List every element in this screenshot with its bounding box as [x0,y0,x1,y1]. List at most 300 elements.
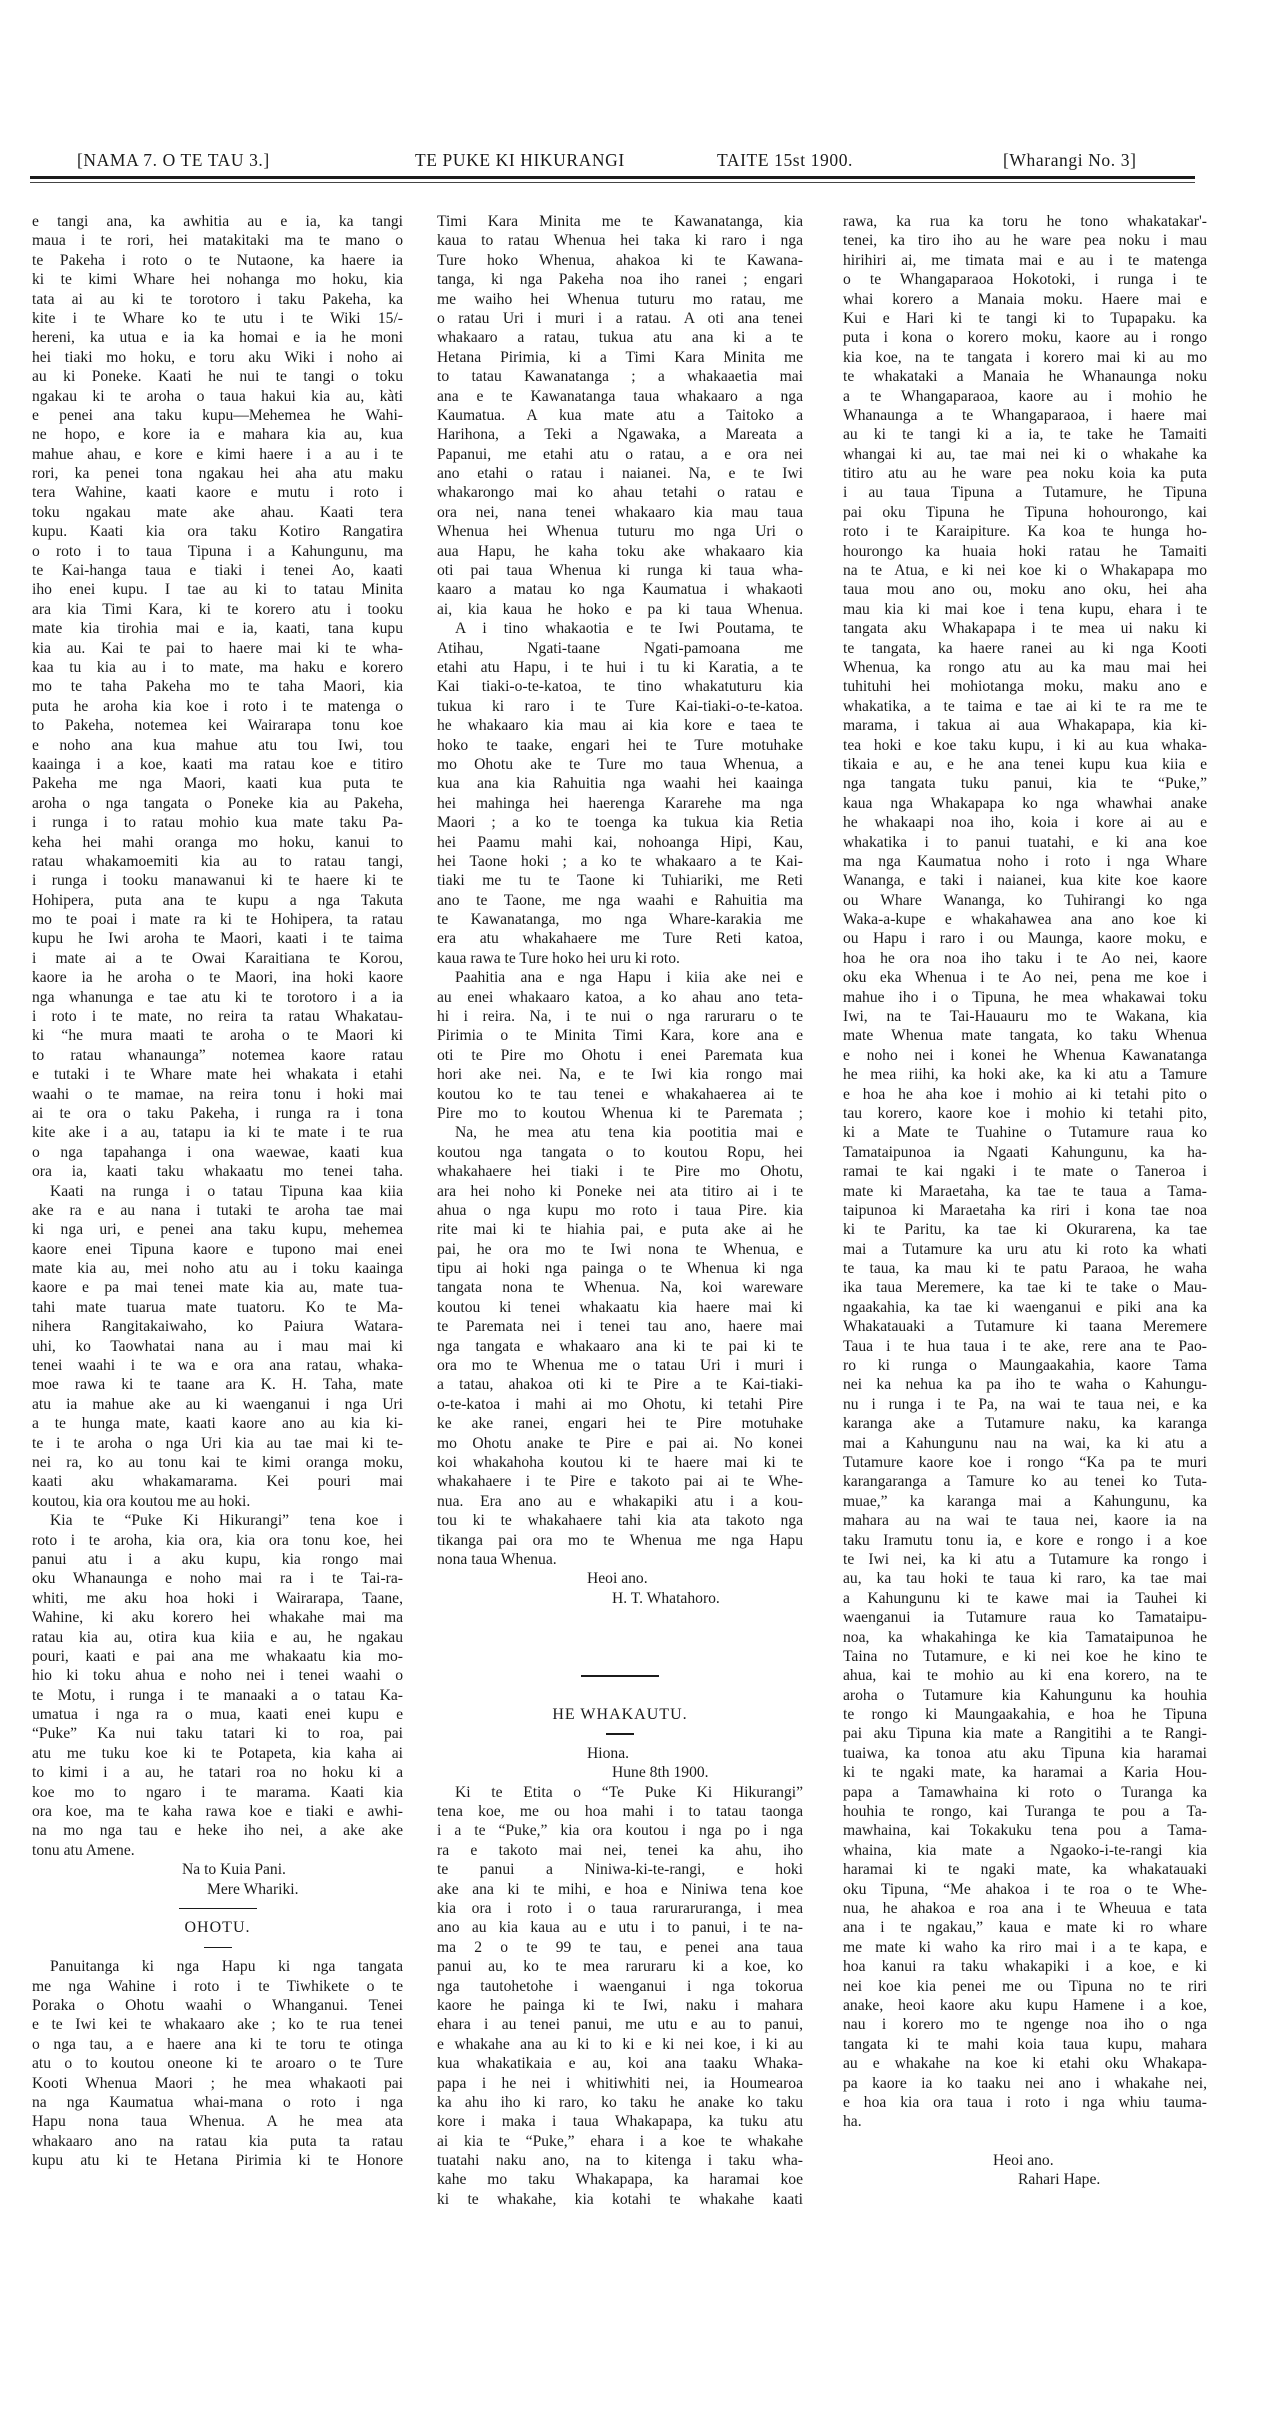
text-line: tuaiwa, ka tonoa atu aku Tipuna kia haramai [843,1744,1207,1762]
signature-line: Heoi ano. [587,1570,648,1588]
text-line: whakahaere hei tiaki i te Pire mo Ohotu, [437,1163,803,1181]
text-line: e noho ana kua mahue atu tou Iwi, tou [32,736,403,754]
text-line: i mate ai a te Owai Karaitiana te Korou, [32,949,403,967]
text-line: Whenua, ka rongo atu au ka mau mai hei [843,658,1207,676]
text-line: au, ka tau hoki te taua ki raro, ka tae mai [843,1570,1207,1588]
text-line: kia koe, na te tangata i korero mai ki au mo [843,348,1207,366]
text-line: houhia te rongo, kai Turanga te pou a Ta- [843,1803,1207,1821]
text-line: muae,” ka karanga mai a Kahungunu, ka [843,1492,1207,1510]
divider-rule [437,1666,803,1685]
text-line: Kui e Hari ki te tangi ki to Tupapaku. ka [843,309,1207,327]
text-line: a tatau, ahakoa oti ki te Pire a te Kai-tiaki- [437,1376,803,1394]
text-line: ma nga Kaumatua noho i roto i nga Whare [843,852,1207,870]
signature-line: Na to Kuia Pani. [182,1861,286,1879]
text-line: o nga tau, a e haere ana ki te toru te otinga [32,2035,403,2053]
paragraph-first-line: Ki te Etita o “Te Puke Ki Hikurangi” [455,1783,803,1801]
text-line: ake ana ki te mihi, e hoa e Niniwa tena koe [437,1880,803,1898]
text-line: ngakau ki te aroha o taua hakui kia au, kàti [32,387,403,405]
text-line: waenganui ia Tutamure raua ko Tamataipu- [843,1609,1207,1627]
text-line: to ratau whanaunga” notemea kaore ratau [32,1046,403,1064]
text-line: te taua, ka mau ki te patu Paraoa, he waha [843,1260,1207,1278]
text-line: tikanga pai ora mo te Whenua me nga Hapu [437,1531,803,1549]
divider-rule [32,1899,403,1918]
text-line: tera Wahine, kaati kaore e mutu i roto i [32,484,403,502]
text-line: hei tiaki mo hoku, e toru aku Wiki i noho ai [32,348,403,366]
signature-line: Rahari Hape. [1018,2171,1101,2189]
text-line: Tamataipunoa ia Ngaati Kahungunu, ka ha- [843,1143,1207,1161]
text-line: uhi, ko Taowhatai nana au i mau mai ki [32,1337,403,1355]
text-line: kaua nga Whakapapa ko nga whawhai anake [843,794,1207,812]
text-line: ai te ora o taku Pakeha, i runga ra i tona [32,1104,403,1122]
paragraph-first-line: Na, he mea atu tena kia pootitia mai e [455,1124,803,1142]
text-line: mate kia au, mei noho atu au i toku kaainga [32,1260,403,1278]
text-line: mawhaina, kai Tokakuku tena pou a Tama- [843,1822,1207,1840]
text-line: to kimi i a au, he tatari roa no hoku ki a [32,1764,403,1782]
text-line: atu ia mahue ake au ki waenganui i nga Uri [32,1395,403,1413]
text-line: to tatau Kawanatanga ; a whakaaetia mai [437,368,803,386]
text-line: ahua, kai te mohio au ki ena korero, na te [843,1667,1207,1685]
text-line: ora mo te Whenua me o tatau Uri i muri i [437,1357,803,1375]
column-1 [32,212,403,2170]
text-line: nga tautohetohe i waenganui i nga tokorua [437,1977,803,1995]
text-line: koutou nga tangata o to koutou Ropu, hei [437,1143,803,1161]
text-line: tangata aku Whakapapa i te mea ui naku ki [843,620,1207,638]
text-line: tangata nona te Whenua. Na, koi wareware [437,1279,803,1297]
text-line: ratau kia au, otira kua kiia e au, he ngakau [32,1628,403,1646]
text-line: waahi o te mamae, na reira tonu i hoki mai [32,1085,403,1103]
paragraph-first-line: Panuitanga ki nga Hapu ki nga tangata [50,1958,403,1976]
text-line: puta i kona o korero moku, kaore au i rongo [843,329,1207,347]
text-line: mahue iho i o Tipuna, he mea whakawai toku [843,988,1207,1006]
text-line: Kai tiaki-o-te-katoa, te tino whakatuturu kia [437,678,803,696]
text-line: kaainga i a koe, kaati ma ratau koe e titiro [32,755,403,773]
signature-line: H. T. Whatahoro. [612,1589,720,1607]
text-line: ara hei noho ki Poneke nei ata titiro ai i te [437,1182,803,1200]
text-line: taipunoa ki Maraetaha ka riri i kona tae noa [843,1201,1207,1219]
text-line: tenei, ka tiro iho au he ware pea noku i mau [843,232,1207,250]
text-line: Timi Kara Minita me te Kawanatanga, kia [437,213,803,230]
text-line: Taua i te hua taua i te ake, rere ana te Pao- [843,1337,1207,1355]
text-line: karanga ake a Tutamure naku, ka karanga [843,1415,1207,1433]
text-line: Hohipera, puta ana te kupu a nga Takuta [32,891,403,909]
text-line: tangata ki te mahi koia taua kupu, mahara [843,2035,1207,2053]
text-line: nihera Rangitakaiwaho, ko Paiura Watara- [32,1318,403,1336]
text-line: oti te Pire mo Ohotu i enei Paremata kua [437,1046,803,1064]
paragraph-last-line: ha. [843,2113,862,2131]
text-line: marama, i takua ai aua Whakapapa, kia ki- [843,717,1207,735]
text-line: kite i te Whare ko te utu i te Wiki 15/- [32,309,403,327]
text-line: ki te ngaki mate, ka haramai a Karia Hou- [843,1764,1207,1782]
masthead-title: TE PUKE KI HIKURANGI [415,150,625,170]
text-line: era atu whakahaere me Ture Reti katoa, [437,930,803,948]
text-line: ara kia Timi Kara, ki te korero atu i tooku [32,600,403,618]
text-line: ana e te Kawanatanga taua whakaaro a nga [437,387,803,405]
text-line: he whakaaro kia mau ai kia kore e taea te [437,717,803,735]
text-line: kaore e pa mai tenei mate kia au, mate tua- [32,1279,403,1297]
text-line: au ki Poneke. Kaati he nui te tangi o toku [32,368,403,386]
text-line: ro ki runga o Maungaakahia, kaore Tama [843,1357,1207,1375]
text-line: taua mou ano ou, moku ano oku, hei aha [843,581,1207,599]
text-line: etahi atu Hapu, i te hui i tu ki Karatia, a te [437,658,803,676]
text-line: ana i te ngakau,” kaua e mate ki ro whare [843,1919,1207,1937]
text-line: tipu ai hoki nga painga o te Whenua ki nga [437,1260,803,1278]
text-line: e tangi ana, ka awhitia au e ia, ka tangi [32,213,403,230]
text-line: oku Whanaunga e noho mai ra i te Tai-ra- [32,1570,403,1588]
text-line: maua i te rori, hei matakitaki ma te mano o [32,232,403,250]
text-line: mau kia ki mai koe i tena kupu, ehara i te [843,600,1207,618]
text-line: tuatahi naku ano, na to kitenga i taku wha- [437,2152,803,2170]
text-line: anake, heoi kaore aku kupu Hamene i a koe, [843,1996,1207,2014]
text-line: moe rawa ki te taane ara K. H. Taha, mate [32,1376,403,1394]
text-line: Wananga, e taki i naianei, kua kite koe kaore [843,872,1207,890]
spacer [437,1608,803,1627]
text-line: e penei ana taku kupu—Mehemea he Wahi- [32,406,403,424]
text-line: o roto i to taua Tipuna i a Kahungunu, ma [32,542,403,560]
text-line: oku eka Whenua i te Ao nei, pena me koe i [843,969,1207,987]
text-line: kite ake i a au, tatapu ia ki te mate i te rua [32,1124,403,1142]
text-line: rawa, ka rua ka toru he tono whakatakar'- [843,213,1207,230]
text-line: Waka-a-kupe e whakahawea ana ano koe ki [843,911,1207,929]
text-line: toku ngakau mate ake ahau. Kaati tera [32,503,403,521]
divider-rule [437,1724,803,1743]
text-line: puta he aroha kia koe i roto i te matenga o [32,697,403,715]
text-line: mo Ohotu ake te Ture mo taua Whenua, a [437,755,803,773]
text-line: panui au, ko te mea raruraru ki a koe, ko [437,1958,803,1976]
text-line: roto i te Karaipiture. Ka koa te hunga ho- [843,523,1207,541]
text-line: Whenua hei Whenua tuturu mo nga Uri o [437,523,803,541]
text-line: ki te whakahe, kia kotahi te whakahe kaati [437,2190,803,2208]
text-line: hirihiri ai, me timata mai e au i te matenga [843,251,1207,269]
text-line: kaore ia he aroha o te Maori, ina hoki kaore [32,969,403,987]
text-line: to Pakeha, notemea kei Wairarapa tonu koe [32,717,403,735]
text-line: mai a Tutamure ka uru atu ki roto ka whati [843,1240,1207,1258]
text-line: mahue ahau, e kore e kimi haere i a au i te [32,445,403,463]
paragraph-last-line: koutou, kia ora koutou me au hoki. [32,1492,251,1510]
text-line: tiaki me tu te Taone ki Tuhiariki, me Reti [437,872,803,890]
signature-line: Heoi ano. [993,2152,1054,2170]
text-line: i au taua Tipuna a Tutamure, he Tipuna [843,484,1207,502]
text-line: kupu he Iwi aroha te Maori, kaati i te taima [32,930,403,948]
text-line: e te Iwi kei te whakaaro ake ; ko te rua tenei [32,2016,403,2034]
text-line: roto i te aroha, kia ora, kia ora tonu koe, hei [32,1531,403,1549]
paragraph-last-line: nona taua Whenua. [437,1550,557,1568]
text-line: te Kawanatanga, mo nga Whare-karakia me [437,911,803,929]
text-line: Pirimia o te Minita Timi Kara, kore ana e [437,1027,803,1045]
text-line: koutou ko te tau tenei e whakahaerea ai te [437,1085,803,1103]
text-line: tuhituhi hei mohiotanga moku, maku ano e [843,678,1207,696]
text-line: nga tangata tuku panui, kia te “Puke,” [843,775,1207,793]
text-line: Pire mo to koutou Whenua ki te Paremata ; [437,1104,803,1122]
section-heading: HE WHAKAUTU. [552,1706,688,1724]
text-line: te Pakeha i roto o te Nutaone, ka haere ia [32,251,403,269]
text-line: kua ana kia Rahuitia nga waahi hei kaainga [437,775,803,793]
text-line: whiti, me aku hoa hoki i Wairarapa, Taane, [32,1589,403,1607]
text-line: au e whakahe na koe ki etahi oku Whakapa- [843,2055,1207,2073]
text-line: aroha o nga tangata o Poneke kia au Pakeha, [32,794,403,812]
text-line: nga tangata e whakaaro ana ki te pai ki te [437,1337,803,1355]
text-line: nau i korero mo te ngenge noa iho o nga [843,2016,1207,2034]
text-line: hourongo ka huaia hoki ratau he Tamaiti [843,542,1207,560]
paragraph-first-line: A i tino whakaotia e te Iwi Poutama, te [455,620,803,638]
text-line: nua. Era ano au e whakapiki atu i a kou- [437,1492,803,1510]
text-line: me mate ki waho ka riro mai i a te kapa, e [843,1938,1207,1956]
text-line: mo te poai i mate ra ki te Hohipera, ta ratau [32,911,403,929]
text-line: umatua i nga ra o mua, kaati enei kupu e [32,1706,403,1724]
text-line: nei ra, ko au tonu kai te kimi oranga moku, [32,1454,403,1471]
text-line: Taina no Tutamure, e ki nei koe he kino te [843,1647,1207,1665]
text-line: ora ia, kaati taku whakaatu mo tenei taha. [32,1163,403,1181]
column-2 [437,212,803,2209]
text-line: te i te aroha o nga Uri kia au tae mai ki te- [32,1434,403,1452]
text-line: tenei waahi i te wa e ora ana ratau, whaka- [32,1357,403,1375]
text-line: rori, ka penei tona ngakau hei aha atu maku [32,465,403,483]
text-line: ake ra e au nana i tutaki te aroha tae mai [32,1201,403,1219]
text-line: Wahine, ki aku korero hei whakahe mai ma [32,1609,403,1627]
text-line: Hetana Pirimia, ki a Timi Kara Minita me [437,348,803,366]
text-line: ano au kia kaua au e utu i to panui, i te na- [437,1919,803,1937]
text-line: panui atu i a aku kupu, kia rongo mai [32,1550,403,1568]
text-line: ra e takoto mai nei, tenei ka ahu, iho [437,1841,803,1859]
text-line: te rongo ki Maungaakahia, e hoa he Tipuna [843,1706,1207,1724]
text-line: mate Whenua mate tangata, ko taku Whenua [843,1027,1207,1045]
signature-line: Hiona. [587,1744,630,1762]
text-line: hori ake nei. Na, e te Iwi kia rongo mai [437,1066,803,1084]
text-line: o te Whangaparaoa Hokotoki, i runga i te [843,271,1207,289]
text-line: te Paremata nei i tenei tau ano, haere mai [437,1318,803,1336]
text-line: mo te taha Pakeha mo te taha Maori, kia [32,678,403,696]
text-line: titiro atu au he ware pea noku koia ka puta [843,465,1207,483]
text-line: ne hopo, e kore ia e mahara kia au, kua [32,426,403,444]
text-line: ramai te kai ngaki i te mate o Taneroa i [843,1163,1207,1181]
text-line: au ki te tangi ki a ia, te take he Tamaiti [843,426,1207,444]
text-line: me nga Wahine i roto i te Tiwhikete o te [32,1977,403,1995]
text-line: whai korero a Manaia moku. Haere mai e [843,290,1207,308]
text-line: me waiho hei Whenua tuturu mo ratau, me [437,290,803,308]
section-heading: OHOTU. [184,1919,251,1937]
text-line: Whanaunga a te Whangaparaoa, i haere mai [843,406,1207,424]
text-line: whakahaere i te Pire e takoto pai ai te Whe- [437,1473,803,1491]
text-line: he mea riihi, ka hoki ake, ka ki atu a Tamure [843,1066,1207,1084]
text-line: Hapu nona taua Whenua. A he mea ata [32,2113,403,2131]
masthead-date: TAITE 15st 1900. [717,150,854,170]
text-line: kahe mo taku Whakapapa, ka haramai koe [437,2171,803,2189]
text-line: Ture hoko Whenua, ahakoa ki te Kawana- [437,251,803,269]
text-line: pouri, kaati e pai ana me whakaatu kia mo- [32,1647,403,1665]
text-line: aroha o Tutamure kia Kahungunu ka houhia [843,1686,1207,1704]
text-line: Atihau, Ngati-taane Ngati-pamoana me [437,639,803,657]
text-line: au enei whakaaro katoa, a ko ahau ano teta- [437,988,803,1006]
text-line: atu o to koutou oneone ki te aroaro o te Ture [32,2055,403,2073]
text-line: “Puke” Ka nui taku tatari ki to roa, pai [32,1725,403,1743]
text-line: ora nei, nana tenei whakaaro kia mau taua [437,503,803,521]
text-line: Kooti Whenua Maori ; he mea whakaoti pai [32,2074,403,2092]
text-line: kia au. Kai te pai to haere mai ki te wha- [32,639,403,657]
text-line: kore i maka i taua Whakapapa, ka tuku atu [437,2113,803,2131]
text-line: nu i runga i te Pa, na wai te taua nei, e ka [843,1395,1207,1413]
text-line: rite mai ki te hiahia pai, e puta ake ai he [437,1221,803,1239]
text-line: Kaumatua. A kua mate atu a Taitoko a [437,406,803,424]
text-line: hei mahinga hei haerenga Kararehe ma nga [437,794,803,812]
text-line: koe mo to ngaro i te marama. Kaati kia [32,1783,403,1801]
text-line: pai oku Tipuna he Tipuna hohourongo, kai [843,503,1207,521]
spacer [437,1686,803,1705]
text-line: koi whakahoha koutou ki te haere mai ki te [437,1454,803,1471]
text-line: na mo nga tau e heke iho nei, a ake ake [32,1822,403,1840]
text-line: te Iwi nei, ka ki atu a Tutamure ka rongo i [843,1550,1207,1568]
text-line: hio ki toku ahua e noho nei i tenei waahi o [32,1667,403,1685]
text-line: te tangata, ka haere ranei au ki nga Kooti [843,639,1207,657]
text-line: pai aku Tipuna kia mate a Rangitihi a te Rangi- [843,1725,1207,1743]
text-line: mate kia tirohia mai e ia, kaati, tana kupu [32,620,403,638]
text-line: te Motu, i runga i te manaaki a o tatau Ka- [32,1686,403,1704]
text-line: nga whanunga e tae atu ki te torotoro i a ia [32,988,403,1006]
text-line: Maori ; a ko te toenga ka tukua kia Retia [437,814,803,832]
text-line: papa i he nei i whitiwhiti nei, ia Houmearoa [437,2074,803,2092]
text-line: i runga i to ratau mohio kua mate taku Pa- [32,814,403,832]
paragraph-first-line: Paahitia ana e nga Hapu i kiia ake nei e [455,969,803,987]
text-line: ehara i au tenei panui, me utu e au to panui, [437,2016,803,2034]
text-line: kua whakatikaia e au, koi ana taaku Whaka- [437,2055,803,2073]
masthead-rule-thick [30,176,1195,179]
paragraph-first-line: Kia te “Puke Ki Hikurangi” tena koe i [50,1512,403,1530]
text-line: ai, kia kaua he hoko e pa ki taua Whenua. [437,600,803,618]
text-line: Papanui, me etahi atu o ratau, a e ora nei [437,445,803,463]
text-line: noa, ka whakahinga ke kia Tamataipunoa he [843,1628,1207,1646]
text-line: i a te “Puke,” kia ora koutou i nga po i nga [437,1822,803,1840]
text-line: hi i reira. Na, i te nui o nga raruraru o te [437,1008,803,1026]
text-line: koutou ki tenei whakaatu kia haere mai ki [437,1298,803,1316]
text-line: na nga Kaumatua whai-mana o roto i nga [32,2093,403,2111]
signature-line: Hune 8th 1900. [612,1764,709,1782]
text-line: hei Paamu mahi kai, nohoanga Hipi, Kau, [437,833,803,851]
text-line: whakarongo mai ko ahau tetahi o ratau e [437,484,803,502]
text-line: haramai ki te ngaki mate, ka whakatauaki [843,1861,1207,1879]
text-line: pai, he ora mo te Iwi nona te Whenua, e [437,1240,803,1258]
text-line: whakaaro a ratau, tukua atu ana ki a te [437,329,803,347]
text-line: ka ahu iho ki raro, ko taku he anake ko taku [437,2093,803,2111]
text-line: whakaaro ano na ratau kia puta ta ratau [32,2132,403,2150]
text-line: tou ki te whakahaere tahi kia ata takoto nga [437,1512,803,1530]
text-line: e hoa kia ora taua i roto i nga whiu tauma- [843,2093,1207,2111]
text-line: a Kahungunu ki te kawe mai ia Tauhei ki [843,1589,1207,1607]
text-line: whakatika, a te taima e tae ai ki te ra me te [843,697,1207,715]
text-line: e whakahe ana au ki to ki e ki nei koe, i ki au [437,2035,803,2053]
text-line: Tutamure kaore koe i rongo “Ka pa te muri [843,1454,1207,1471]
text-line: kaati aku whakamarama. Kei pouri mai [32,1473,403,1491]
text-line: Pakeha me nga Maori, kaati kua puta te [32,775,403,793]
text-line: ratau whakamoemiti kia au to ratau tangi, [32,852,403,870]
text-line: kupu atu ki te Hetana Pirimia ki te Honore [32,2152,403,2170]
text-line: o ratau Uri i muri i a ratau. A oti ana tenei [437,309,803,327]
text-line: te whakataki a Manaia he Whanaunga noku [843,368,1207,386]
text-line: aua Hapu, he kaha toku ake whakaaro kia [437,542,803,560]
text-line: o nga tapahanga i ona waewae, kaati kua [32,1143,403,1161]
text-line: nei ka nehua ka pa iho te waha o Kahungu- [843,1376,1207,1394]
text-line: ika taua Meremere, ka tae ki te take o Mau- [843,1279,1207,1297]
text-line: taku Iramutu tonu ia, e kore e rongo i a koe [843,1531,1207,1549]
text-line: tahi mate tuarua mate tuatoru. Ko te Ma- [32,1298,403,1316]
text-line: hoa kanui ra taku whakapiki i a koe, e ki [843,1958,1207,1976]
paragraph-last-line: tonu atu Amene. [32,1841,135,1859]
text-line: e noho nei i konei he Whenua Kawanatanga [843,1046,1207,1064]
text-line: ano etahi o ratau i naianei. Na, e te Iwi [437,465,803,483]
text-line: kaaro a matau ko nga Kaumatua i whakaoti [437,581,803,599]
divider-rule [32,1938,403,1957]
text-line: atu me tuku koe ki te Potapeta, kia kaha ai [32,1744,403,1762]
spacer [437,1628,803,1647]
text-line: te Kai-hanga taua e tiaki i tenei Ao, kaati [32,562,403,580]
text-line: Iwi, na te Tai-Hauauru mo te Wakana, kia [843,1008,1207,1026]
text-line: Harihona, a Teki a Ngawaka, a Mareata a [437,426,803,444]
text-line: nei koe kia penei me ou Tipuna no te riri [843,1977,1207,1995]
text-line: tikaia e au, e he ana tenei kupu kua kiia e [843,755,1207,773]
text-line: ou Whare Wananga, ko Tuhirangi ko nga [843,891,1207,909]
text-line: ou Hapu i raro i ou Maunga, kaore moku, e [843,930,1207,948]
text-line: ki a Mate te Tuahine o Tutamure raua ko [843,1124,1207,1142]
paragraph-first-line: Kaati na runga i o tatau Tipuna kaa kiia [50,1182,403,1200]
text-line: whangai ki au, tae mai nei ki o whakahe ka [843,445,1207,463]
text-line: tanga, ki nga Pakeha noa iho ranei ; engari [437,271,803,289]
text-line: whakatika i to panui tuatahi, e ki ana koe [843,833,1207,851]
masthead-issue: [NAMA 7. O TE TAU 3.] [77,150,270,170]
text-line: tau korero, kaore koe i mohio ki tetahi pito, [843,1104,1207,1122]
text-line: whaina, kia mate a Ngaoko-i-te-rangi kia [843,1841,1207,1859]
text-line: a te hunga mate, kaati kaore ano au kia ki- [32,1415,403,1433]
text-line: kupu. Kaati kia ora taku Kotiro Rangatira [32,523,403,541]
signature-line: Mere Whariki. [207,1880,299,1898]
text-line: ki “he mura maati te aroha o te Maori ki [32,1027,403,1045]
text-line: hoko te taake, engari hei te Ture motuhake [437,736,803,754]
text-line: hoa he ora noa iho taku i te Ao nei, kaore [843,949,1207,967]
paragraph-last-line: kaua rawa te Ture hoko hei uru ki roto. [437,949,680,967]
text-line: oti pai taua Whenua ki runga ki taua wha- [437,562,803,580]
text-line: Poraka o Ohotu waahi o Whanganui. Tenei [32,1996,403,2014]
text-line: mo Ohotu anake te Pire e pai ai. No konei [437,1434,803,1452]
text-line: ki nga uri, e penei ana taku kupu, mehemea [32,1221,403,1239]
text-line: ai kia te “Puke,” ehara i a koe te whakahe [437,2132,803,2150]
text-line: ahua o nga kupu mo roto i taua Pire. kia [437,1201,803,1219]
text-line: ki te kimi Whare hei nohanga mo hoku, kia [32,271,403,289]
text-line: tena koe, me ou hoa mahi i to tatau taonga [437,1803,803,1821]
text-line: tea hoki e koe taku kupu, i ki au kua whaka- [843,736,1207,754]
text-line: karangaranga a Tamure ko au tenei ko Tuta- [843,1473,1207,1491]
text-line: kaua to ratau Whenua hei taka ki raro i nga [437,232,803,250]
text-line: nua, he ahakoa e roa ana i te Wheuua e tata [843,1899,1207,1917]
text-line: mai a Kahungunu nau na wai, ka ki atu a [843,1434,1207,1452]
text-line: oku Tipuna, “Me ahakoa i te roa o te Whe- [843,1880,1207,1898]
masthead-page-number: [Wharangi No. 3] [1003,150,1137,170]
spacer [843,2132,1207,2151]
text-line: hei Taone hoki ; a ko te whakaaro a te Kai- [437,852,803,870]
text-line: ngaakahia, ka tae ki waenganui e piki ana ka [843,1298,1207,1316]
text-line: kaa tu kia au i to mate, ma haku e korero [32,658,403,676]
text-line: ano te Taone, me nga waahi e Rahuitia ma [437,891,803,909]
text-line: i roto i te mate, no reira ta ratau Whakatau- [32,1008,403,1026]
text-line: Whakatauaki a Tutamure ki taana Meremere [843,1318,1207,1336]
text-line: te panui a Niniwa-ki-te-rangi, e hoki [437,1861,803,1879]
column-3 [843,212,1207,2190]
text-line: keha hei mahi oranga mo hoku, kanui to [32,833,403,851]
text-line: iho enei kupu. I tae au ki to tatau Minita [32,581,403,599]
spacer [437,1647,803,1666]
text-line: na te Atua, e ki nei koe ki o Whakapapa mo [843,562,1207,580]
text-line: e tutaki i te Whare mate hei whakata i etahi [32,1066,403,1084]
text-line: e hoa he aha koe i mohio ai ki tetahi pito o [843,1085,1207,1103]
text-line: tukua ki raro i te Ture Kai-tiaki-o-te-katoa. [437,697,803,715]
text-line: i runga i tooku manawanui ki te haere ki te [32,872,403,890]
text-line: mahara au na wai te taua nei, kaore ia na [843,1512,1207,1530]
text-line: pa kaore ia ko taaku nei ano i whakahe nei, [843,2074,1207,2092]
